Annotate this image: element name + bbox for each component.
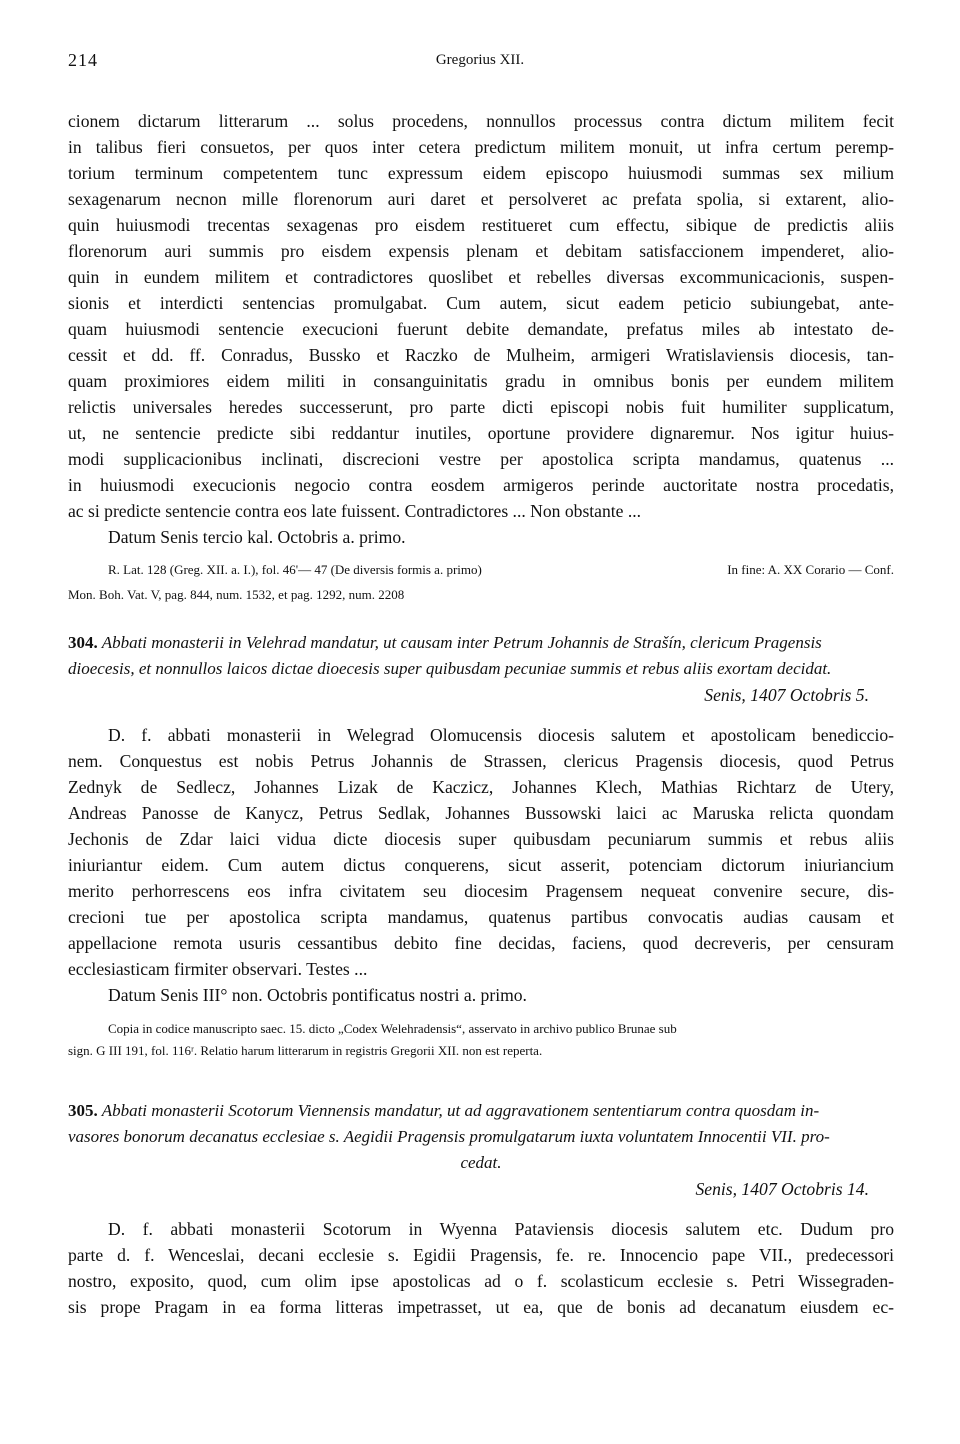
text-line: ac si predicte sentencie contra eos late fuissent. Contradictores ... Non obstante ... <box>68 501 642 521</box>
text-line: quam huiusmodi sentencie execucioni fuerunt debite demandate, prefatus miles ab intestato de- <box>68 319 894 339</box>
text-line: quam proximiores eidem militi in consanguinitatis gradu in omnibus bonis per eundem militem <box>68 371 894 391</box>
text-line: quin huiusmodi trecentas sexagenas pro eisdem restitueret cum effectu, sibique de predictis aliis <box>68 215 894 235</box>
text-line: parte d. f. Wenceslai, decani ecclesie s. Egidii Pragensis, fe. re. Innocencio pape VII., predecessori <box>68 1245 894 1265</box>
source-note: Copia in codice manuscripto saec. 15. dicto „Codex Welehradensis“, asservato in archivo publico Brunae sub <box>108 1021 677 1036</box>
source-note: sign. G III 191, fol. 116ʳ. Relatio harum litterarum in registris Gregorii XII. non est reperta. <box>68 1043 543 1058</box>
text-line: cessit et dd. ff. Conradus, Bussko et Raczko de Mulheim, armigeri Wratislaviensis diocesis, tan- <box>68 345 894 365</box>
text-line: D. f. abbati monasterii in Welegrad Olomucensis diocesis salutem et apostolicam benediccio- <box>108 725 894 745</box>
datum-line: Datum Senis III° non. Octobris pontificatus nostri a. primo. <box>108 985 527 1005</box>
text-line: nem. Conquestus est nobis Petrus Johannis de Strassen, clericus Pragensis diocesis, quod Petrus <box>68 751 894 771</box>
text-line: sis prope Pragam in ea forma litteras impetrasset, ut ea, que de bonis ad decanatum eiusdem ec- <box>68 1297 894 1317</box>
text-line: iniuriantur eidem. Cum autem dictus conquerens, sicut asserit, potenciam dictorum iniuriancium <box>68 855 894 875</box>
running-title: Gregorius XII. <box>435 52 525 68</box>
edition-reference: Mon. Boh. Vat. V, pag. 844, num. 1532, et pag. 1292, num. 2208 <box>68 587 405 602</box>
text-line: in huiusmodi execucionis negocio contra eosdem armigeros perinde auctoritate nostra procedatis, <box>68 475 894 495</box>
text-line: quin in eundem militem et contradictores quoslibet et rebelles diversas excommunicacionis, suspen- <box>68 267 894 287</box>
regest-line: Abbati monasterii Scotorum Viennensis mandatur, ut ad aggravationem sententiarum contra quosdam in- <box>101 1101 820 1120</box>
register-note: In fine: A. XX Corario — Conf. <box>727 562 894 577</box>
regest-line: dioecesis, et nonnullos laicos dictae dioecesis super quibusdam pecuniae summis et rebus aliis exortam decidat. <box>68 659 832 678</box>
place-date: Senis, 1407 Octobris 14. <box>695 1179 869 1199</box>
text-line: florenorum auri summis pro eisdem expensis plenam et debitam satisfaccionem impenderet, alio- <box>68 241 894 261</box>
doc-heading <box>68 630 894 656</box>
text-line: sexagenarum necnon mille florenorum auri daret et persolveret ac prefata spolia, si extarent, alio- <box>68 189 894 209</box>
text-line: sionis et interdicti sentencias promulgabat. Cum autem, sicut eadem peticio subiungebat, ante- <box>68 293 894 313</box>
place-date: Senis, 1407 Octobris 5. <box>704 685 869 705</box>
text-line: cionem dictarum litterarum ... solus procedens, nonnullos processus contra dictum militem fecit <box>68 111 894 131</box>
page-header <box>68 50 892 80</box>
text-line: modi supplicacionibus inclinati, discrecioni vestre per apostolica scripta mandamus, quatenus ... <box>68 449 894 469</box>
text-line: ecclesiasticam firmiter observari. Testes ... <box>68 959 368 979</box>
doc-number: 305. <box>68 1101 98 1120</box>
text-line: relictis universales heredes successerunt, pro parte dicti episcopi nobis fuit humiliter supplicatum, <box>68 397 894 417</box>
register-reference: R. Lat. 128 (Greg. XII. a. I.), fol. 46'— 47 (De diversis formis a. primo) <box>108 562 482 577</box>
text-line: Zednyk de Sedlecz, Johannes Lizak de Kaczicz, Johannes Klech, Mathias Richtarz de Utery, <box>68 777 894 797</box>
text-line: Jechonis de Zdar laici vidua dicte diocesis super quibusdam pecuniarum summis et rebus aliis <box>68 829 894 849</box>
text-line: in talibus fieri consuetos, per quos inter cetera predictum militem monuit, ut infra certum peremp- <box>68 137 894 157</box>
text-line: nostro, exposito, quod, cum olim ipse apostolicas ad o f. scolasticum ecclesie s. Petri Wissegraden- <box>68 1271 894 1291</box>
page-number: 214 <box>68 50 98 70</box>
regest-line: Abbati monasterii in Velehrad mandatur, ut causam inter Petrum Johannis de Strašín, clericum Pragensis <box>101 633 822 652</box>
text-line: torium terminum competentem tunc expressum eidem episcopo huiusmodi summas sex milium <box>68 163 894 183</box>
text-line: merito perhorrescens eos infra civitatem seu diocesim Pragensem nequeat convenire secure, dis- <box>68 881 894 901</box>
text-line: crecioni tue per apostolica scripta mandamus, quatenus partibus convocatis audias causam et <box>68 907 894 927</box>
text-line: appellacione remota usuris cessantibus debito fine decidas, faciens, quod decreveris, per censuram <box>68 933 894 953</box>
doc-heading <box>68 1098 894 1124</box>
text-line: D. f. abbati monasterii Scotorum in Wyenna Pataviensis diocesis salutem etc. Dudum pro <box>108 1219 894 1239</box>
regest-line: cedat. <box>460 1153 502 1172</box>
reference-row <box>0 562 894 584</box>
doc-number: 304. <box>68 633 98 652</box>
text-line: ut, ne sentencie predicte sibi reddantur inutiles, oportune providere dignaremur. Nos igitur huius- <box>68 423 894 443</box>
text-line: Andreas Panosse de Kanycz, Petrus Sedlak, Johannes Bussowski laici ac Maruska relicta quondam <box>68 803 894 823</box>
datum-line: Datum Senis tercio kal. Octobris a. primo. <box>108 527 406 547</box>
regest-line: vasores bonorum decanatus ecclesiae s. Aegidii Pragensis promulgatarum iuxta voluntatem Innocentii VII. pro- <box>68 1127 830 1146</box>
